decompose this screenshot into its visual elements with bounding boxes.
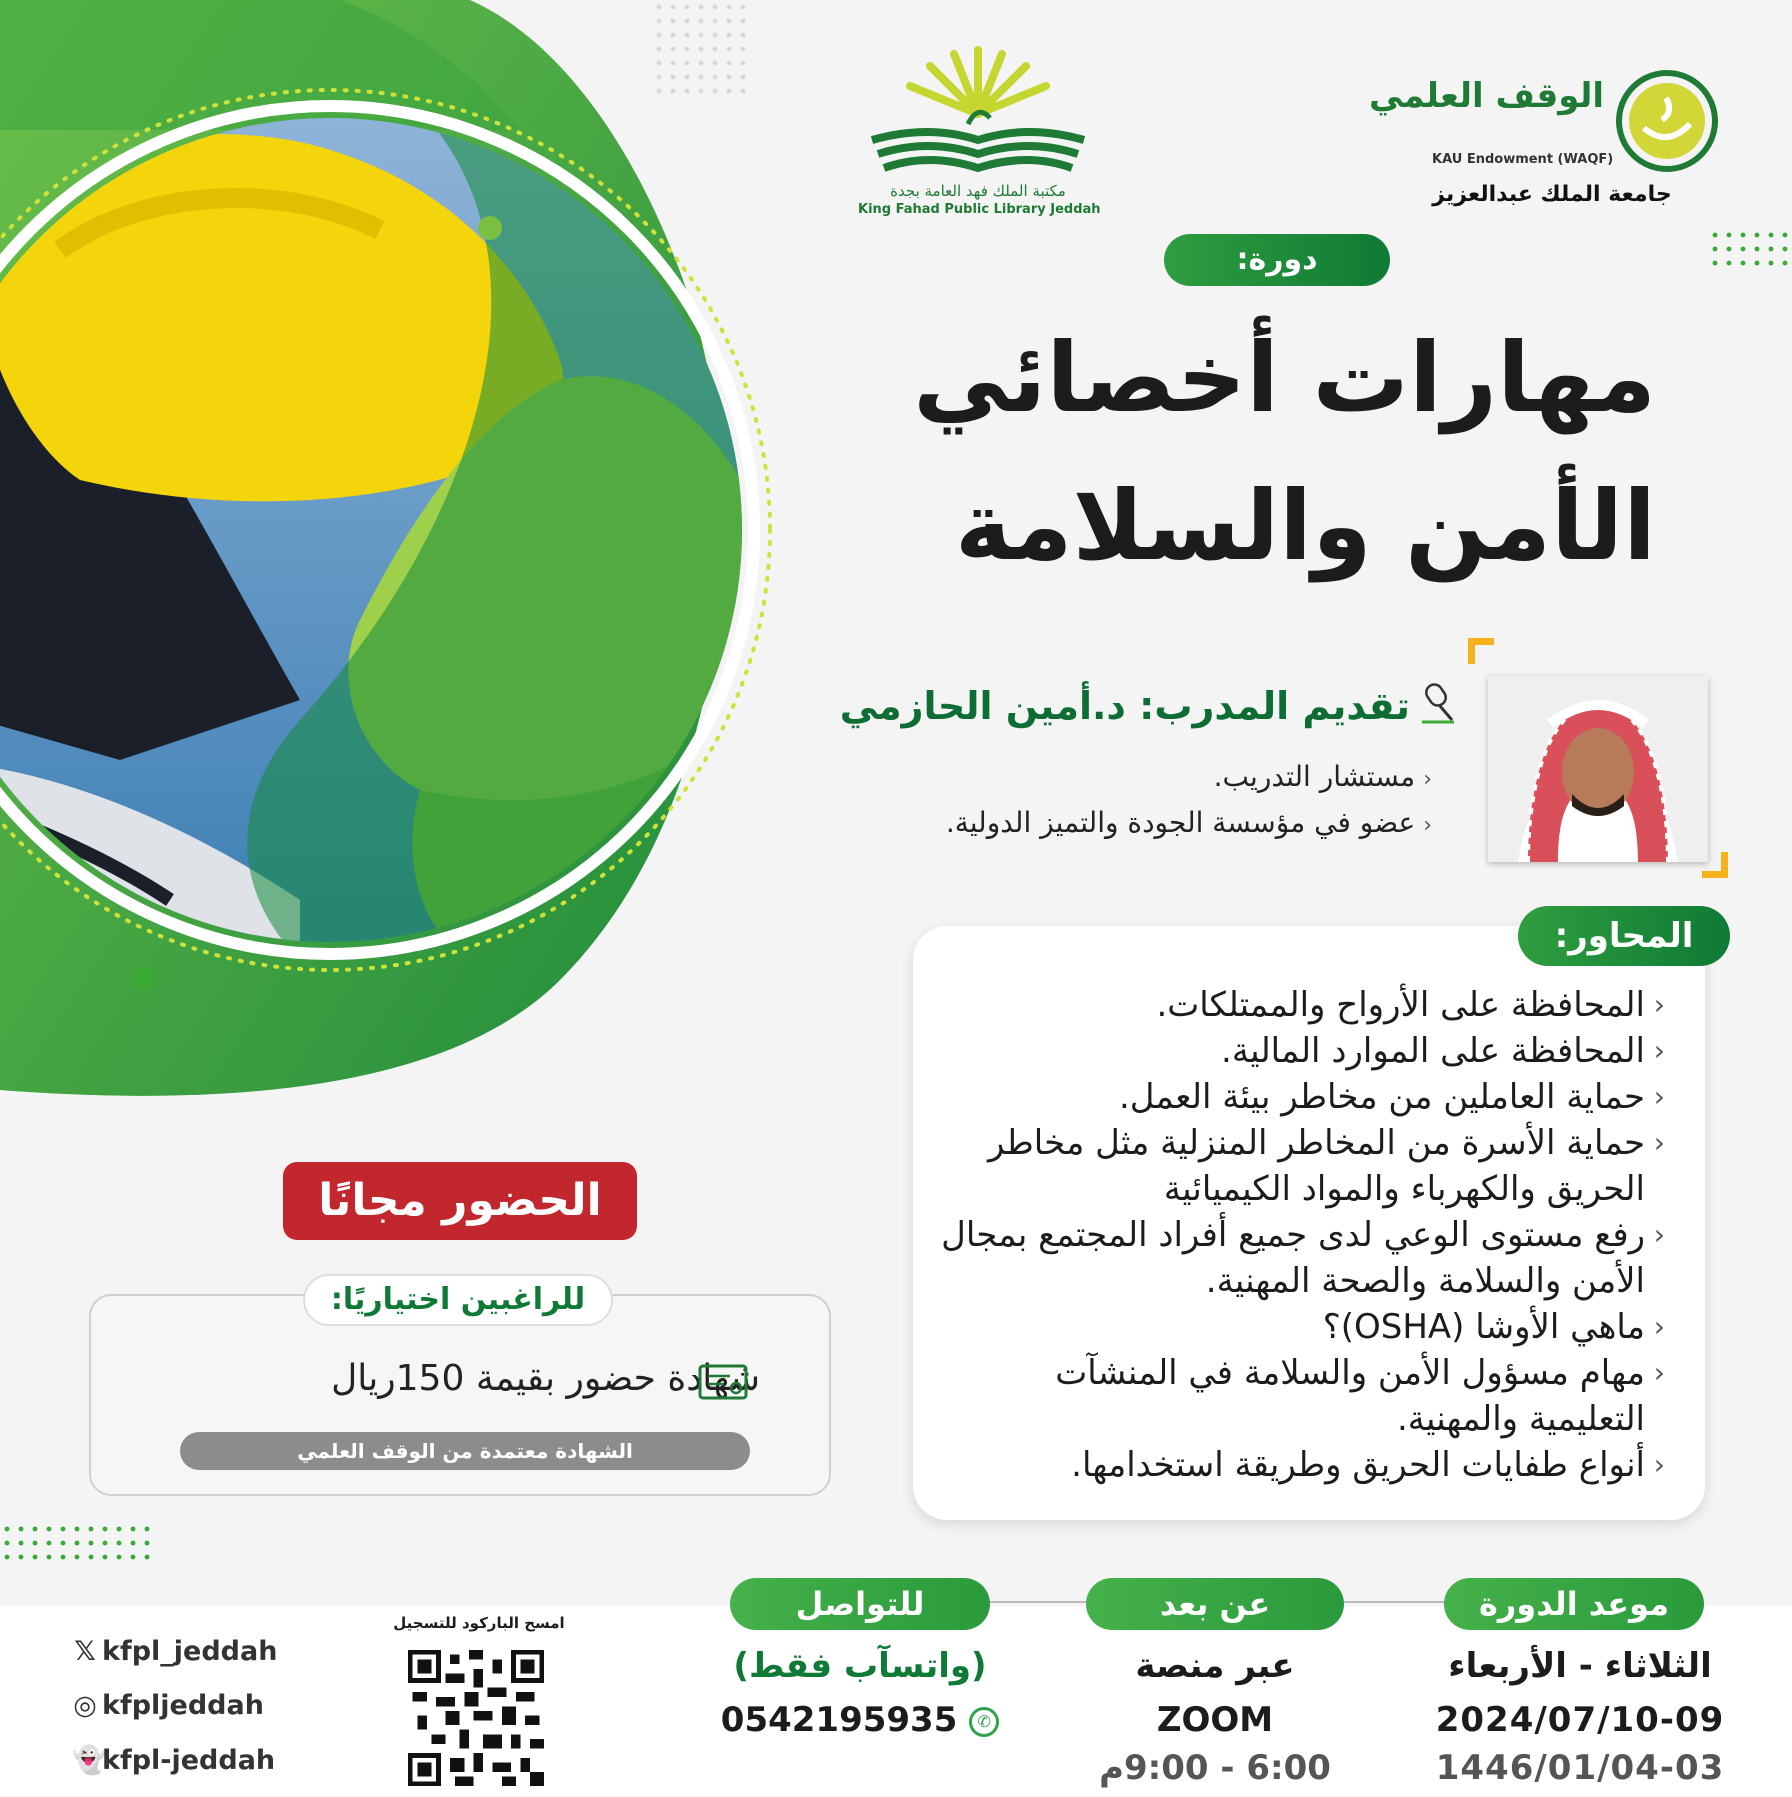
topic-item: ‹ حماية الأسرة من المخاطر المنزلية مثل مخاطر الحريق والكهرباء والمواد الكيميائية — [933, 1120, 1663, 1212]
contact-phone[interactable]: 0542195935 — [720, 1700, 958, 1740]
remote-platform-line: عبر منصة — [1135, 1646, 1295, 1686]
open-book-sun-icon — [858, 44, 1098, 174]
topics-list — [933, 982, 1663, 1488]
social-x[interactable] — [72, 1636, 277, 1667]
topic-item: ‹ المحافظة على الموارد المالية. — [933, 1028, 1663, 1074]
social-x-handle[interactable]: kfpl_jeddah — [102, 1636, 278, 1667]
trainer-bullet — [1214, 760, 1432, 793]
decorative-dots — [1708, 228, 1792, 270]
decorative-dots — [0, 1522, 152, 1564]
microphone-icon — [1418, 680, 1458, 726]
topic-item: ‹ مهام مسؤول الأمن والسلامة في المنشآت التعليمية والمهنية. — [933, 1350, 1663, 1442]
schedule-days: الثلاثاء - الأربعاء — [1448, 1646, 1712, 1686]
social-instagram-handle[interactable]: kfpljeddah — [102, 1690, 264, 1721]
whatsapp-icon: ✆ — [969, 1707, 999, 1737]
remote-label-pill: عن بعد — [1086, 1578, 1344, 1630]
waqf-emblem-icon — [1614, 68, 1720, 174]
schedule-date-hijri: 1446/01/04-03 — [1435, 1748, 1725, 1788]
course-title-line-2: الأمن والسلامة — [954, 470, 1656, 582]
certificate-line — [170, 1358, 760, 1399]
course-title-line-1: مهارات أخصائي — [913, 322, 1656, 434]
kfpl-name-en: King Fahad Public Library Jeddah — [858, 202, 1101, 217]
schedule-date-gregorian: 2024/07/10-09 — [1435, 1700, 1725, 1740]
topic-item: ‹ المحافظة على الأرواح والممتلكات. — [933, 982, 1663, 1028]
chevron-icon: ‹ — [1423, 813, 1432, 838]
waqf-logo — [1368, 68, 1722, 218]
trainer-portrait-icon — [1488, 676, 1708, 862]
certificate-note: الشهادة معتمدة من الوقف العلمي — [180, 1432, 750, 1470]
free-attendance-badge: الحضور مجانًا — [283, 1162, 637, 1240]
instagram-icon: ◎ — [73, 1690, 97, 1721]
certificate-text: شهادة حضور بقيمة 150ريال — [331, 1358, 760, 1399]
chevron-icon: ‹ — [1423, 767, 1432, 792]
trainer-bullet — [946, 806, 1432, 839]
topic-item: ‹ أنواع طفايات الحريق وطريقة استخدامها. — [933, 1442, 1663, 1488]
trainer-bullet-text: عضو في مؤسسة الجودة والتميز الدولية. — [945, 806, 1416, 839]
schedule-label-pill: موعد الدورة — [1444, 1578, 1704, 1630]
registration-qr-code[interactable] — [408, 1650, 544, 1786]
topic-item: ‹ حماية العاملين من مخاطر بيئة العمل. — [933, 1074, 1663, 1120]
social-snapchat-handle[interactable]: kfpl-jeddah — [102, 1745, 276, 1776]
decorative-dots — [652, 0, 752, 100]
contact-label-pill: للتواصل — [730, 1578, 990, 1630]
certificate-icon — [698, 1364, 748, 1404]
snapchat-icon: 👻 — [72, 1745, 106, 1776]
trainer-heading: تقديم المدرب: د.أمين الحازمي — [839, 684, 1410, 728]
topic-item: ‹ ماهي الأوشا (OSHA)؟ — [933, 1304, 1663, 1350]
waqf-name-ar: الوقف العلمي — [1368, 76, 1604, 116]
qr-caption: امسح الباركود للتسجيل — [393, 1614, 565, 1632]
hero-illustration — [0, 0, 800, 1120]
kfpl-logo — [858, 44, 1101, 224]
contact-note: (واتسآب فقط) — [733, 1646, 987, 1686]
course-label-pill: دورة: — [1164, 234, 1390, 286]
trainer-photo — [1488, 676, 1708, 862]
waqf-name-en: KAU Endowment (WAQF) — [1432, 152, 1614, 167]
kfpl-name-ar: مكتبة الملك فهد العامة بجدة — [890, 182, 1066, 200]
remote-time: 6:00 - 9:00م — [1099, 1748, 1331, 1788]
trainer-bullet-text: مستشار التدريب. — [1213, 760, 1416, 793]
topic-item: ‹ رفع مستوى الوعي لدى جميع أفراد المجتمع بمجال الأمن والسلامة والصحة المهنية. — [933, 1212, 1663, 1304]
remote-platform: ZOOM — [1156, 1700, 1274, 1740]
social-instagram[interactable] — [72, 1690, 264, 1721]
topics-label-pill: المحاور: — [1518, 906, 1730, 966]
optional-label-pill: للراغبين اختياريًا: — [303, 1274, 613, 1326]
x-icon: 𝕏 — [74, 1636, 96, 1667]
social-snapchat[interactable] — [72, 1744, 275, 1776]
contact-phone-row[interactable] — [710, 1700, 1010, 1740]
topics-card — [913, 926, 1705, 1520]
kau-name-ar: جامعة الملك عبدالعزيز — [1432, 182, 1672, 207]
